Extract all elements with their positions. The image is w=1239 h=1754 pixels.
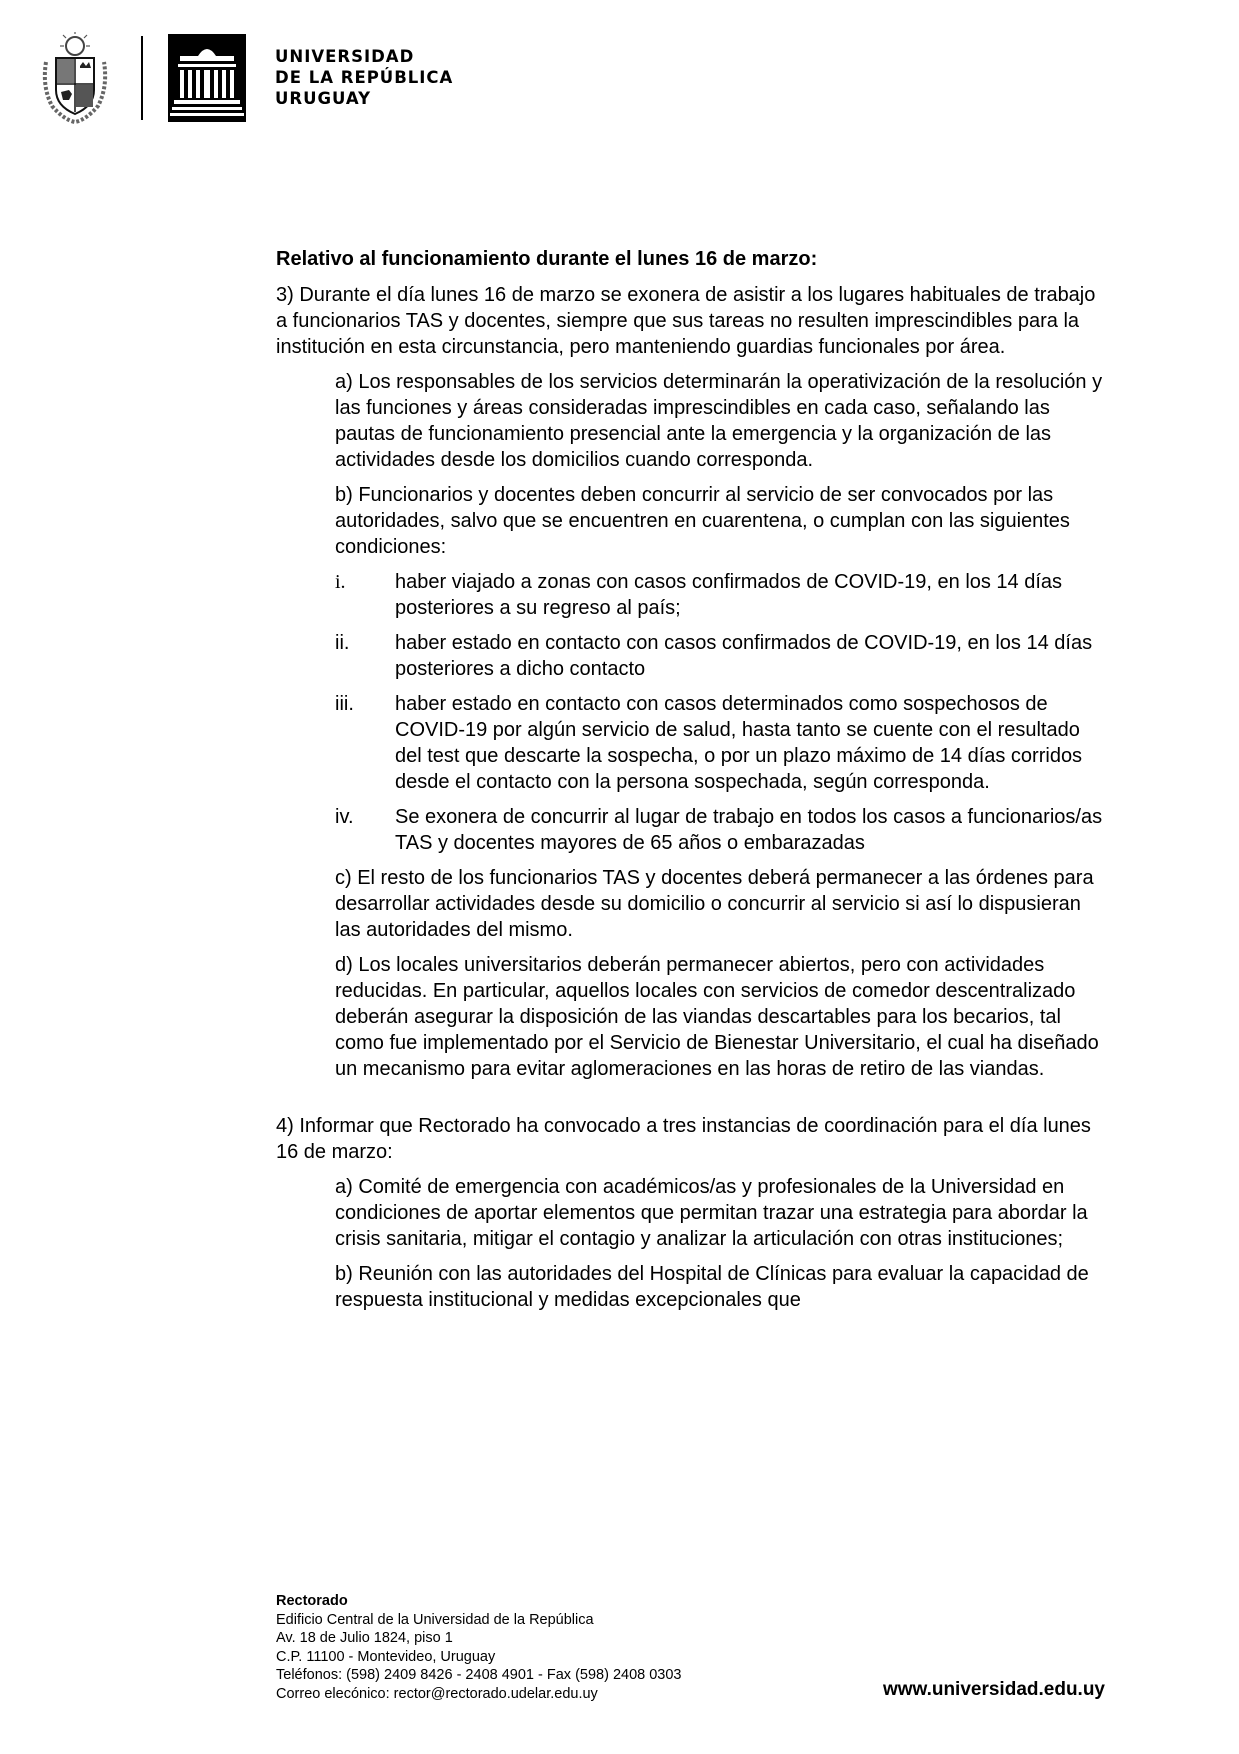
header-divider bbox=[141, 36, 143, 120]
footer-line: Edificio Central de la Universidad de la República bbox=[276, 1611, 594, 1628]
paragraph-item-3d: d) Los locales universitarios deberán permanecer abiertos, pero con actividades reducidas. En particular, aquellos locales con servicios de comedor descentralizado deberán asegurar la disposición de las viandas descartables para los becarios, tal como fue implementado por el Servicio de Bienestar Universitario, el cual ha diseñado un mecanismo para evitar aglomeraciones en las horas de retiro de las viandas. bbox=[335, 954, 1099, 1080]
university-name-line3: URUGUAY bbox=[275, 89, 372, 108]
section-heading: Relativo al funcionamiento durante el lunes 16 de marzo: bbox=[276, 248, 818, 270]
footer-address bbox=[276, 1592, 681, 1703]
list-item bbox=[276, 804, 1106, 856]
university-name-line2: DE LA REPÚBLICA bbox=[275, 68, 454, 87]
paragraph-item-4: 4) Informar que Rectorado ha convocado a tres instancias de coordinación para el día lunes 16 de marzo: bbox=[276, 1115, 1091, 1163]
list-item bbox=[276, 569, 1106, 621]
coat-of-arms-logo bbox=[38, 32, 112, 124]
footer-line: Av. 18 de Julio 1824, piso 1 bbox=[276, 1630, 453, 1646]
footer-title: Rectorado bbox=[276, 1593, 348, 1609]
footer-email: Correo elecónico: rector@rectorado.udelar.edu.uy bbox=[276, 1685, 598, 1702]
list-text: Se exonera de concurrir al lugar de trabajo en todos los casos a funcionarios/as TAS y docentes mayores de 65 años o embarazadas bbox=[395, 806, 1103, 854]
list-number: i. bbox=[335, 571, 346, 593]
paragraph-spacer bbox=[276, 1091, 1106, 1113]
paragraph-item-3: 3) Durante el día lunes 16 de marzo se exonera de asistir a los lugares habituales de trabajo a funcionarios TAS y docentes, siempre que sus tareas no resulten imprescindibles para la institución en esta circunstancia, pero manteniendo guardias funcionales por área. bbox=[276, 284, 1096, 358]
document-body bbox=[276, 246, 1106, 1322]
list-number: iii. bbox=[335, 693, 354, 715]
footer-line: C.P. 11100 - Montevideo, Uruguay bbox=[276, 1648, 496, 1665]
university-building-logo bbox=[168, 34, 246, 122]
paragraph-item-3b: b) Funcionarios y docentes deben concurrir al servicio de ser convocados por las autoridades, salvo que se encuentren en cuarentena, o cumplan con las siguientes condiciones: bbox=[335, 484, 1070, 558]
list-number: iv. bbox=[335, 806, 354, 828]
university-name bbox=[275, 46, 453, 109]
paragraph-item-4a: a) Comité de emergencia con académicos/as y profesionales de la Universidad en condiciones de aportar elementos que permitan trazar una estrategia para abordar la crisis sanitaria, mitigar el contagio y analizar la articulación con otras instituciones; bbox=[335, 1176, 1088, 1250]
footer-phone: Teléfonos: (598) 2409 8426 - 2408 4901 - Fax (598) 2408 0303 bbox=[276, 1667, 682, 1683]
paragraph-item-3c: c) El resto de los funcionarios TAS y docentes deberá permanecer a las órdenes para desarrollar actividades desde su domicilio o concurrir al servicio si así lo dispusieran las autoridades del mismo. bbox=[335, 867, 1094, 941]
conditions-list bbox=[276, 569, 1106, 856]
list-item bbox=[276, 630, 1106, 682]
list-text: haber viajado a zonas con casos confirmados de COVID-19, en los 14 días posteriores a su regreso al país; bbox=[395, 571, 1063, 619]
list-text: haber estado en contacto con casos confirmados de COVID-19, en los 14 días posteriores a dicho contacto bbox=[395, 632, 1093, 680]
paragraph-item-3a: a) Los responsables de los servicios determinarán la operativización de la resolución y las funciones y áreas consideradas imprescindibles en cada caso, señalando las pautas de funcionamiento presencial ante la emergencia y la organización de las actividades desde los domicilios cuando corresponda. bbox=[335, 371, 1103, 471]
list-item bbox=[276, 691, 1106, 795]
university-name-line1: UNIVERSIDAD bbox=[275, 47, 415, 66]
list-number: ii. bbox=[335, 632, 350, 654]
website-link[interactable]: www.universidad.edu.uy bbox=[882, 1679, 1105, 1700]
list-text: haber estado en contacto con casos determinados como sospechosos de COVID-19 por algún servicio de salud, hasta tanto se cuente con el resultado del test que descarte la sospecha, o por un plazo máximo de 14 días corridos desde el contacto con la persona sospechada, según corresponda. bbox=[395, 693, 1083, 793]
paragraph-item-4b: b) Reunión con las autoridades del Hospital de Clínicas para evaluar la capacidad de respuesta institucional y medidas excepcionales que bbox=[335, 1263, 1089, 1311]
